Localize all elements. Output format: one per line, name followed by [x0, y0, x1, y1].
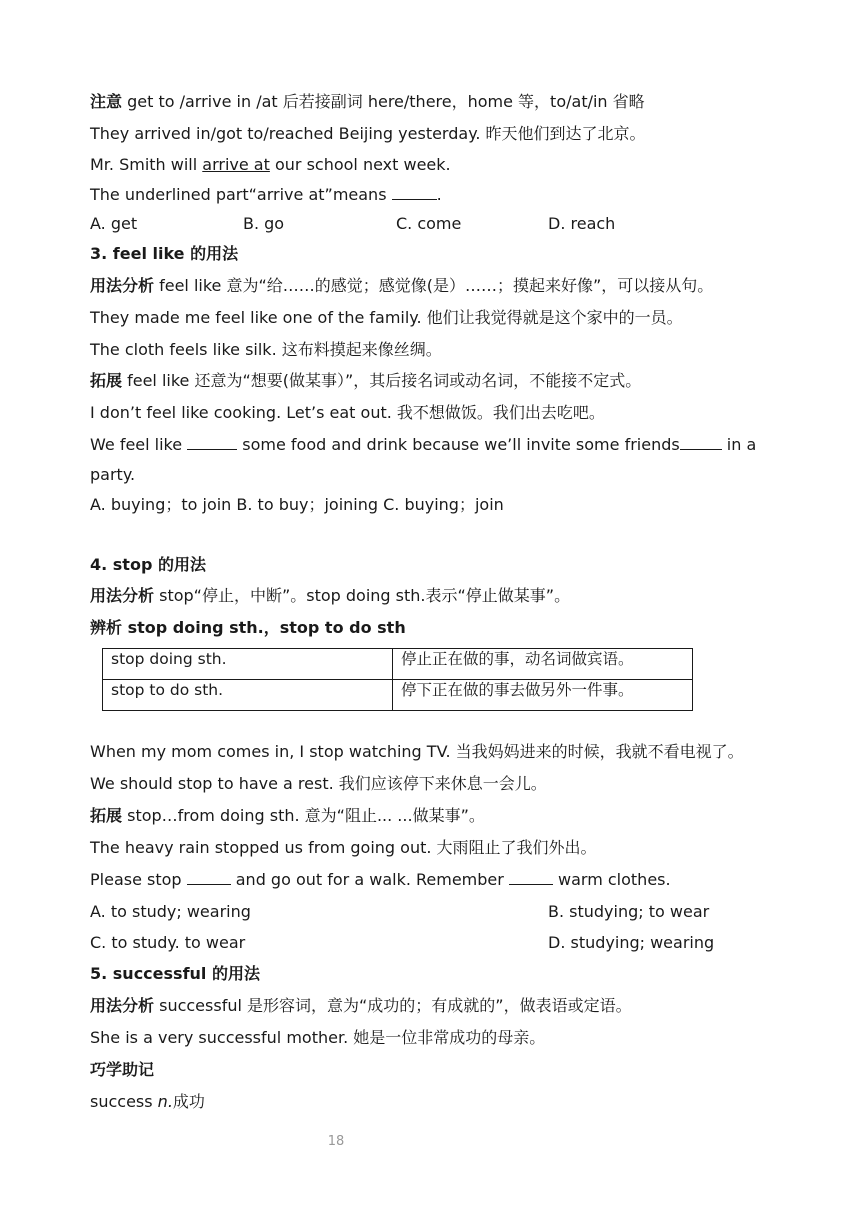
usage-line: 用法分析 feel like 意为“给……的感觉；感觉像(是）……；摸起来好像”，可以接从句。 [90, 276, 714, 295]
section-title: 3. feel like 的用法 [90, 244, 239, 263]
example-line: They made me feel like one of the family. 他们让我觉得就是这个家中的一员。 [90, 308, 683, 327]
example-line: Mr. Smith will arrive at our school next week. [90, 155, 451, 174]
extension-line: 拓展 stop…from doing sth. 意为“阻止... ...做某事”。 [90, 806, 485, 825]
option-c: C. come [396, 214, 462, 233]
note-line [90, 92, 645, 112]
vocab-line: success n.成功 [90, 1092, 205, 1111]
example-line: When my mom comes in, I stop watching TV. 当我妈妈进来的时候，我就不看电视了。 [90, 742, 744, 761]
example-line: We should stop to have a rest. 我们应该停下来休息一会儿。 [90, 774, 547, 793]
answer-blank [187, 870, 231, 885]
usage-line: 用法分析 successful 是形容词，意为“成功的；有成就的”，做表语或定语。 [90, 996, 632, 1015]
table-cell: stop to do sth. [103, 680, 393, 711]
note-heading: 注意 [90, 92, 123, 111]
table-row [103, 680, 693, 711]
extension-line: 拓展 feel like 还意为“想要(做某事）”，其后接名词或动名词，不能接不定式。 [90, 371, 642, 390]
option-d: D. studying; wearing [548, 933, 715, 952]
example-line: The heavy rain stopped us from going out. 大雨阻止了我们外出。 [90, 838, 597, 857]
question-line: Please stop and go out for a walk. Remember warm clothes. [90, 870, 671, 889]
example-line: I don’t feel like cooking. Let’s eat out. 我不想做饭。我们出去吃吧。 [90, 403, 605, 422]
memory-tip-heading: 巧学助记 [90, 1060, 155, 1079]
table-cell: 停止正在做的事，动名词做宾语。 [393, 649, 693, 680]
comparison-table [102, 648, 693, 711]
option-d: D. reach [548, 214, 616, 233]
table-cell: stop doing sth. [103, 649, 393, 680]
section-title: 5. successful 的用法 [90, 964, 260, 983]
question-line: The underlined part“arrive at”means . [90, 185, 442, 204]
usage-line: 用法分析 stop“停止，中断”。stop doing sth.表示“停止做某事”。 [90, 586, 571, 605]
example-line: They arrived in/got to/reached Beijing yesterday. 昨天他们到达了北京。 [90, 124, 646, 143]
option-a: A. to study; wearing [90, 902, 251, 921]
example-line: The cloth feels like silk. 这布料摸起来像丝绸。 [90, 340, 442, 359]
option-c: C. to study. to wear [90, 933, 246, 952]
option-a: A. get [90, 214, 138, 233]
table-row [103, 649, 693, 680]
answer-blank [680, 435, 722, 450]
options-line: A. buying；to join B. to buy；joining C. buying；join [90, 495, 504, 514]
note-text: get to /arrive in /at 后若接副词 here/there，home 等，to/at/in 省略 [122, 92, 645, 111]
comparison-heading: 辨析 stop doing sth.，stop to do sth [90, 618, 406, 637]
page-number: 18 [327, 1134, 345, 1149]
option-b: B. studying; to wear [548, 902, 710, 921]
option-b: B. go [243, 214, 285, 233]
table-cell: 停下正在做的事去做另外一件事。 [393, 680, 693, 711]
example-line: She is a very successful mother. 她是一位非常成功的母亲。 [90, 1028, 546, 1047]
underlined-phrase: arrive at [202, 155, 270, 174]
answer-blank [392, 185, 437, 200]
answer-blank [509, 870, 553, 885]
question-line: We feel like some food and drink because we’ll invite some friends in a [90, 435, 757, 454]
answer-blank [187, 435, 237, 450]
question-line-cont: party. [90, 465, 136, 484]
section-title: 4. stop 的用法 [90, 555, 206, 574]
